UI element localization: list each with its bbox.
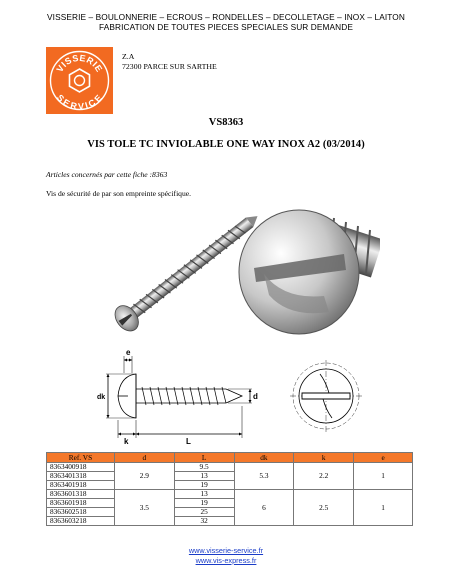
table-header-row xyxy=(47,453,413,463)
l-cell: 13 xyxy=(174,490,234,499)
k-cell: 2.5 xyxy=(294,490,354,526)
logo-bottom-text: SERVICE xyxy=(54,92,105,112)
ref-cell: 8363601318 xyxy=(47,490,115,499)
col-header-l: L xyxy=(174,453,234,463)
dim-label-d: d xyxy=(253,392,258,401)
l-cell: 25 xyxy=(174,508,234,517)
table-row xyxy=(47,463,413,472)
dim-label-L: L xyxy=(186,437,191,446)
spec-table xyxy=(46,452,413,526)
dk-cell: 5.3 xyxy=(234,463,294,490)
ref-cell: 8363602518 xyxy=(47,508,115,517)
header-line-1: VISSERIE – BOULONNERIE – ECROUS – RONDELLES – DECOLLETAGE – INOX – LAITON xyxy=(47,12,405,22)
dk-cell: 6 xyxy=(234,490,294,526)
dim-label-dk: dk xyxy=(97,394,106,401)
e-cell: 1 xyxy=(354,490,413,526)
d-cell: 3.5 xyxy=(114,490,174,526)
d-cell: 2.9 xyxy=(114,463,174,490)
product-photo xyxy=(84,200,380,340)
ref-cell: 8363400918 xyxy=(47,463,115,472)
col-header-k: k xyxy=(294,453,354,463)
col-header-e: e xyxy=(354,453,413,463)
l-cell: 19 xyxy=(174,499,234,508)
address-line-1: Z.A xyxy=(122,52,135,61)
col-header-dk: dk xyxy=(234,453,294,463)
footer-link-vis-express[interactable]: www.vis-express.fr xyxy=(195,556,257,565)
product-description: Vis de sécurité de par son empreinte spécifique. xyxy=(46,189,192,198)
ref-cell: 8363601918 xyxy=(47,499,115,508)
footer-link-visserie-service[interactable]: www.visserie-service.fr xyxy=(188,546,264,555)
dim-label-e: e xyxy=(126,348,131,357)
technical-drawing xyxy=(90,346,382,448)
table-row xyxy=(47,490,413,499)
e-cell: 1 xyxy=(354,463,413,490)
header-line-2: FABRICATION DE TOUTES PIECES SPECIALES SUR DEMANDE xyxy=(99,22,353,32)
articles-note: Articles concernés par cette fiche :8363 xyxy=(46,170,168,179)
address-line-2: 72300 PARCE SUR SARTHE xyxy=(122,62,217,71)
l-cell: 13 xyxy=(174,472,234,481)
logo-top-text: VISSERIE xyxy=(54,52,105,74)
l-cell: 9.5 xyxy=(174,463,234,472)
product-ref: VS8363 xyxy=(208,117,244,128)
ref-cell: 8363603218 xyxy=(47,517,115,526)
ref-cell: 8363401318 xyxy=(47,472,115,481)
l-cell: 19 xyxy=(174,481,234,490)
ref-cell: 8363401918 xyxy=(47,481,115,490)
page-title: VIS TOLE TC INVIOLABLE ONE WAY INOX A2 (03/2014) xyxy=(87,139,365,150)
col-header-ref: Ref. VS xyxy=(47,453,115,463)
screw-head-closeup-photo xyxy=(239,210,380,334)
l-cell: 32 xyxy=(174,517,234,526)
k-cell: 2.2 xyxy=(294,463,354,490)
dim-label-k: k xyxy=(124,437,129,446)
col-header-d: d xyxy=(114,453,174,463)
visserie-service-logo xyxy=(46,47,113,114)
